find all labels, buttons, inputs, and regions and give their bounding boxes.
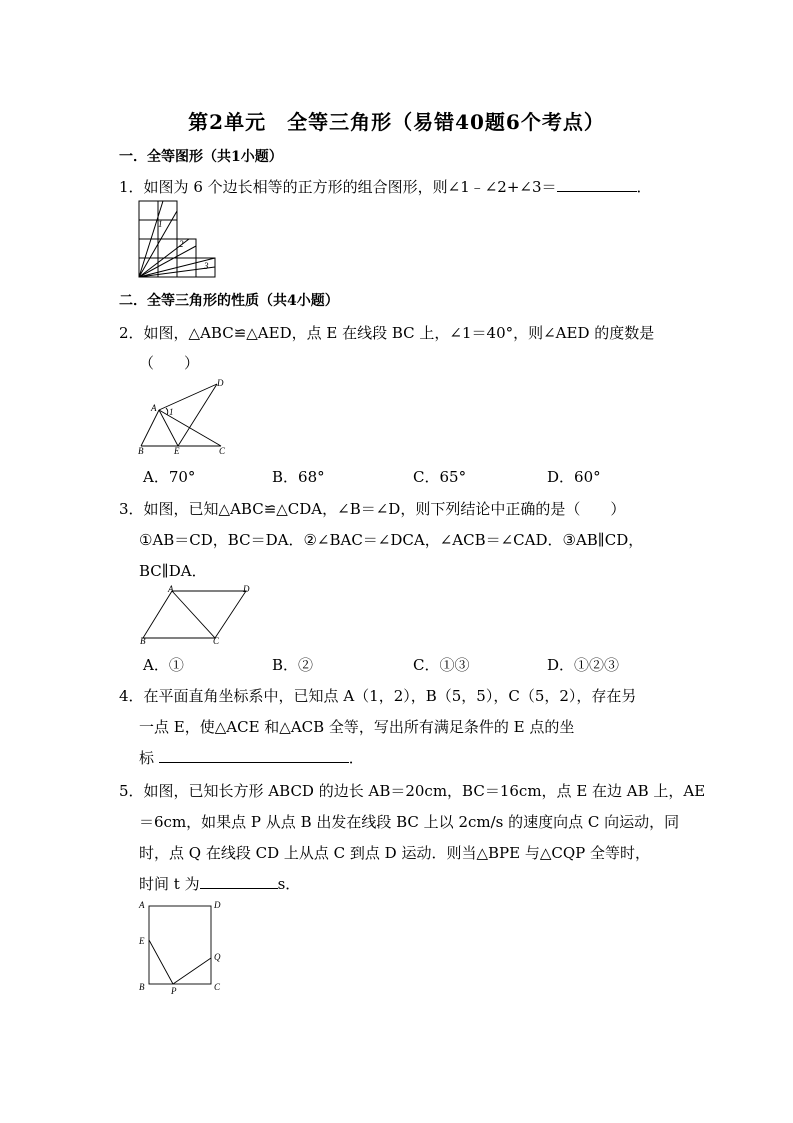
statement-line: BC∥DA． — [139, 562, 207, 580]
question-number: 5． — [119, 782, 144, 800]
question-text: 如图为 6 个边长相等的正方形的组合图形，则∠1﹣∠2+∠3＝ — [143, 178, 557, 196]
q2-figure — [138, 378, 231, 456]
point-label-D: D — [243, 584, 250, 594]
question-1 — [119, 176, 652, 197]
point-label-B: B — [139, 982, 145, 992]
point-label-D: D — [214, 900, 221, 910]
option-a[interactable]: A．70° — [143, 468, 196, 486]
point-label-C: C — [219, 446, 226, 456]
option-b[interactable]: B．② — [272, 656, 314, 674]
question-text: 时间 t 为 — [139, 875, 200, 893]
question-text-line: 时，点 Q 在线段 CD 上从点 C 到点 D 运动．则当△BPE 与△CQP 全等时， — [139, 844, 650, 862]
point-label-A: A — [168, 584, 174, 594]
question-text-line — [139, 747, 364, 768]
point-label-E: E — [174, 446, 180, 456]
page-title: 第2单元 全等三角形（易错40题6个考点） — [188, 110, 605, 134]
question-text-line: 一点 E，使△ACE 和△ACB 全等，写出所有满足条件的 E 点的坐 — [139, 718, 575, 736]
question-end: ． — [348, 749, 364, 767]
section-heading-2: 二．全等三角形的性质（共4小题） — [119, 293, 339, 309]
angle-label-1: 1 — [158, 219, 163, 229]
point-label-A: A — [139, 900, 145, 910]
answer-bracket: （ ） — [139, 354, 200, 372]
point-label-D: D — [217, 378, 224, 388]
question-text: 在平面直角坐标系中，已知点 A（1，2），B（5，5），C（5，2），存在另 — [143, 687, 637, 705]
section-heading-1: 一．全等图形（共1小题） — [119, 149, 283, 165]
question-2 — [119, 322, 654, 343]
point-label-Q: Q — [214, 952, 221, 962]
point-label-C: C — [213, 636, 220, 646]
option-a[interactable]: A．① — [143, 656, 184, 674]
point-label-B: B — [138, 446, 144, 456]
question-number: 2． — [119, 324, 144, 342]
question-number: 3． — [119, 500, 144, 518]
answer-blank[interactable] — [200, 874, 278, 889]
question-number: 4． — [119, 687, 144, 705]
question-end: s． — [277, 875, 301, 893]
question-3 — [119, 498, 625, 519]
point-label-P: P — [171, 986, 177, 996]
question-end: ． — [636, 178, 652, 196]
option-c[interactable]: C．①③ — [413, 656, 470, 674]
option-c[interactable]: C．65° — [413, 468, 467, 486]
question-4 — [119, 685, 636, 706]
question-text: 标 — [139, 749, 155, 767]
angle-label-3: 3 — [204, 261, 209, 271]
question-text: 如图，已知△ABC≌△CDA，∠B＝∠D，则下列结论中正确的是（ ） — [143, 500, 626, 518]
q1-figure — [139, 201, 219, 281]
question-text: 如图，△ABC≌△AED，点 E 在线段 BC 上，∠1＝40°，则∠AED 的度数是 — [143, 324, 655, 342]
angle-label-1: 1 — [169, 407, 174, 417]
option-d[interactable]: D．60° — [547, 468, 601, 486]
answer-blank[interactable] — [159, 748, 349, 763]
point-label-E: E — [139, 936, 145, 946]
q3-figure — [140, 584, 253, 646]
option-d[interactable]: D．①②③ — [547, 656, 620, 674]
point-label-B: B — [140, 636, 146, 646]
option-b[interactable]: B．68° — [272, 468, 325, 486]
point-label-A: A — [151, 403, 157, 413]
statement-line: ①AB＝CD，BC＝DA．②∠BAC＝∠DCA，∠ACB＝∠CAD．③AB∥CD， — [139, 531, 644, 549]
question-text-line — [139, 873, 300, 894]
q5-figure — [137, 898, 227, 998]
answer-blank[interactable] — [557, 177, 637, 192]
question-text: 如图，已知长方形 ABCD 的边长 AB＝20cm，BC＝16cm，点 E 在边 AB 上，AE — [143, 782, 706, 800]
point-label-C: C — [214, 982, 221, 992]
question-5 — [119, 780, 705, 801]
question-number: 1． — [119, 178, 144, 196]
question-text-line: ＝6cm，如果点 P 从点 B 出发在线段 BC 上以 2cm/s 的速度向点 C 向运动，同 — [139, 813, 680, 831]
angle-label-2: 2 — [179, 239, 184, 249]
